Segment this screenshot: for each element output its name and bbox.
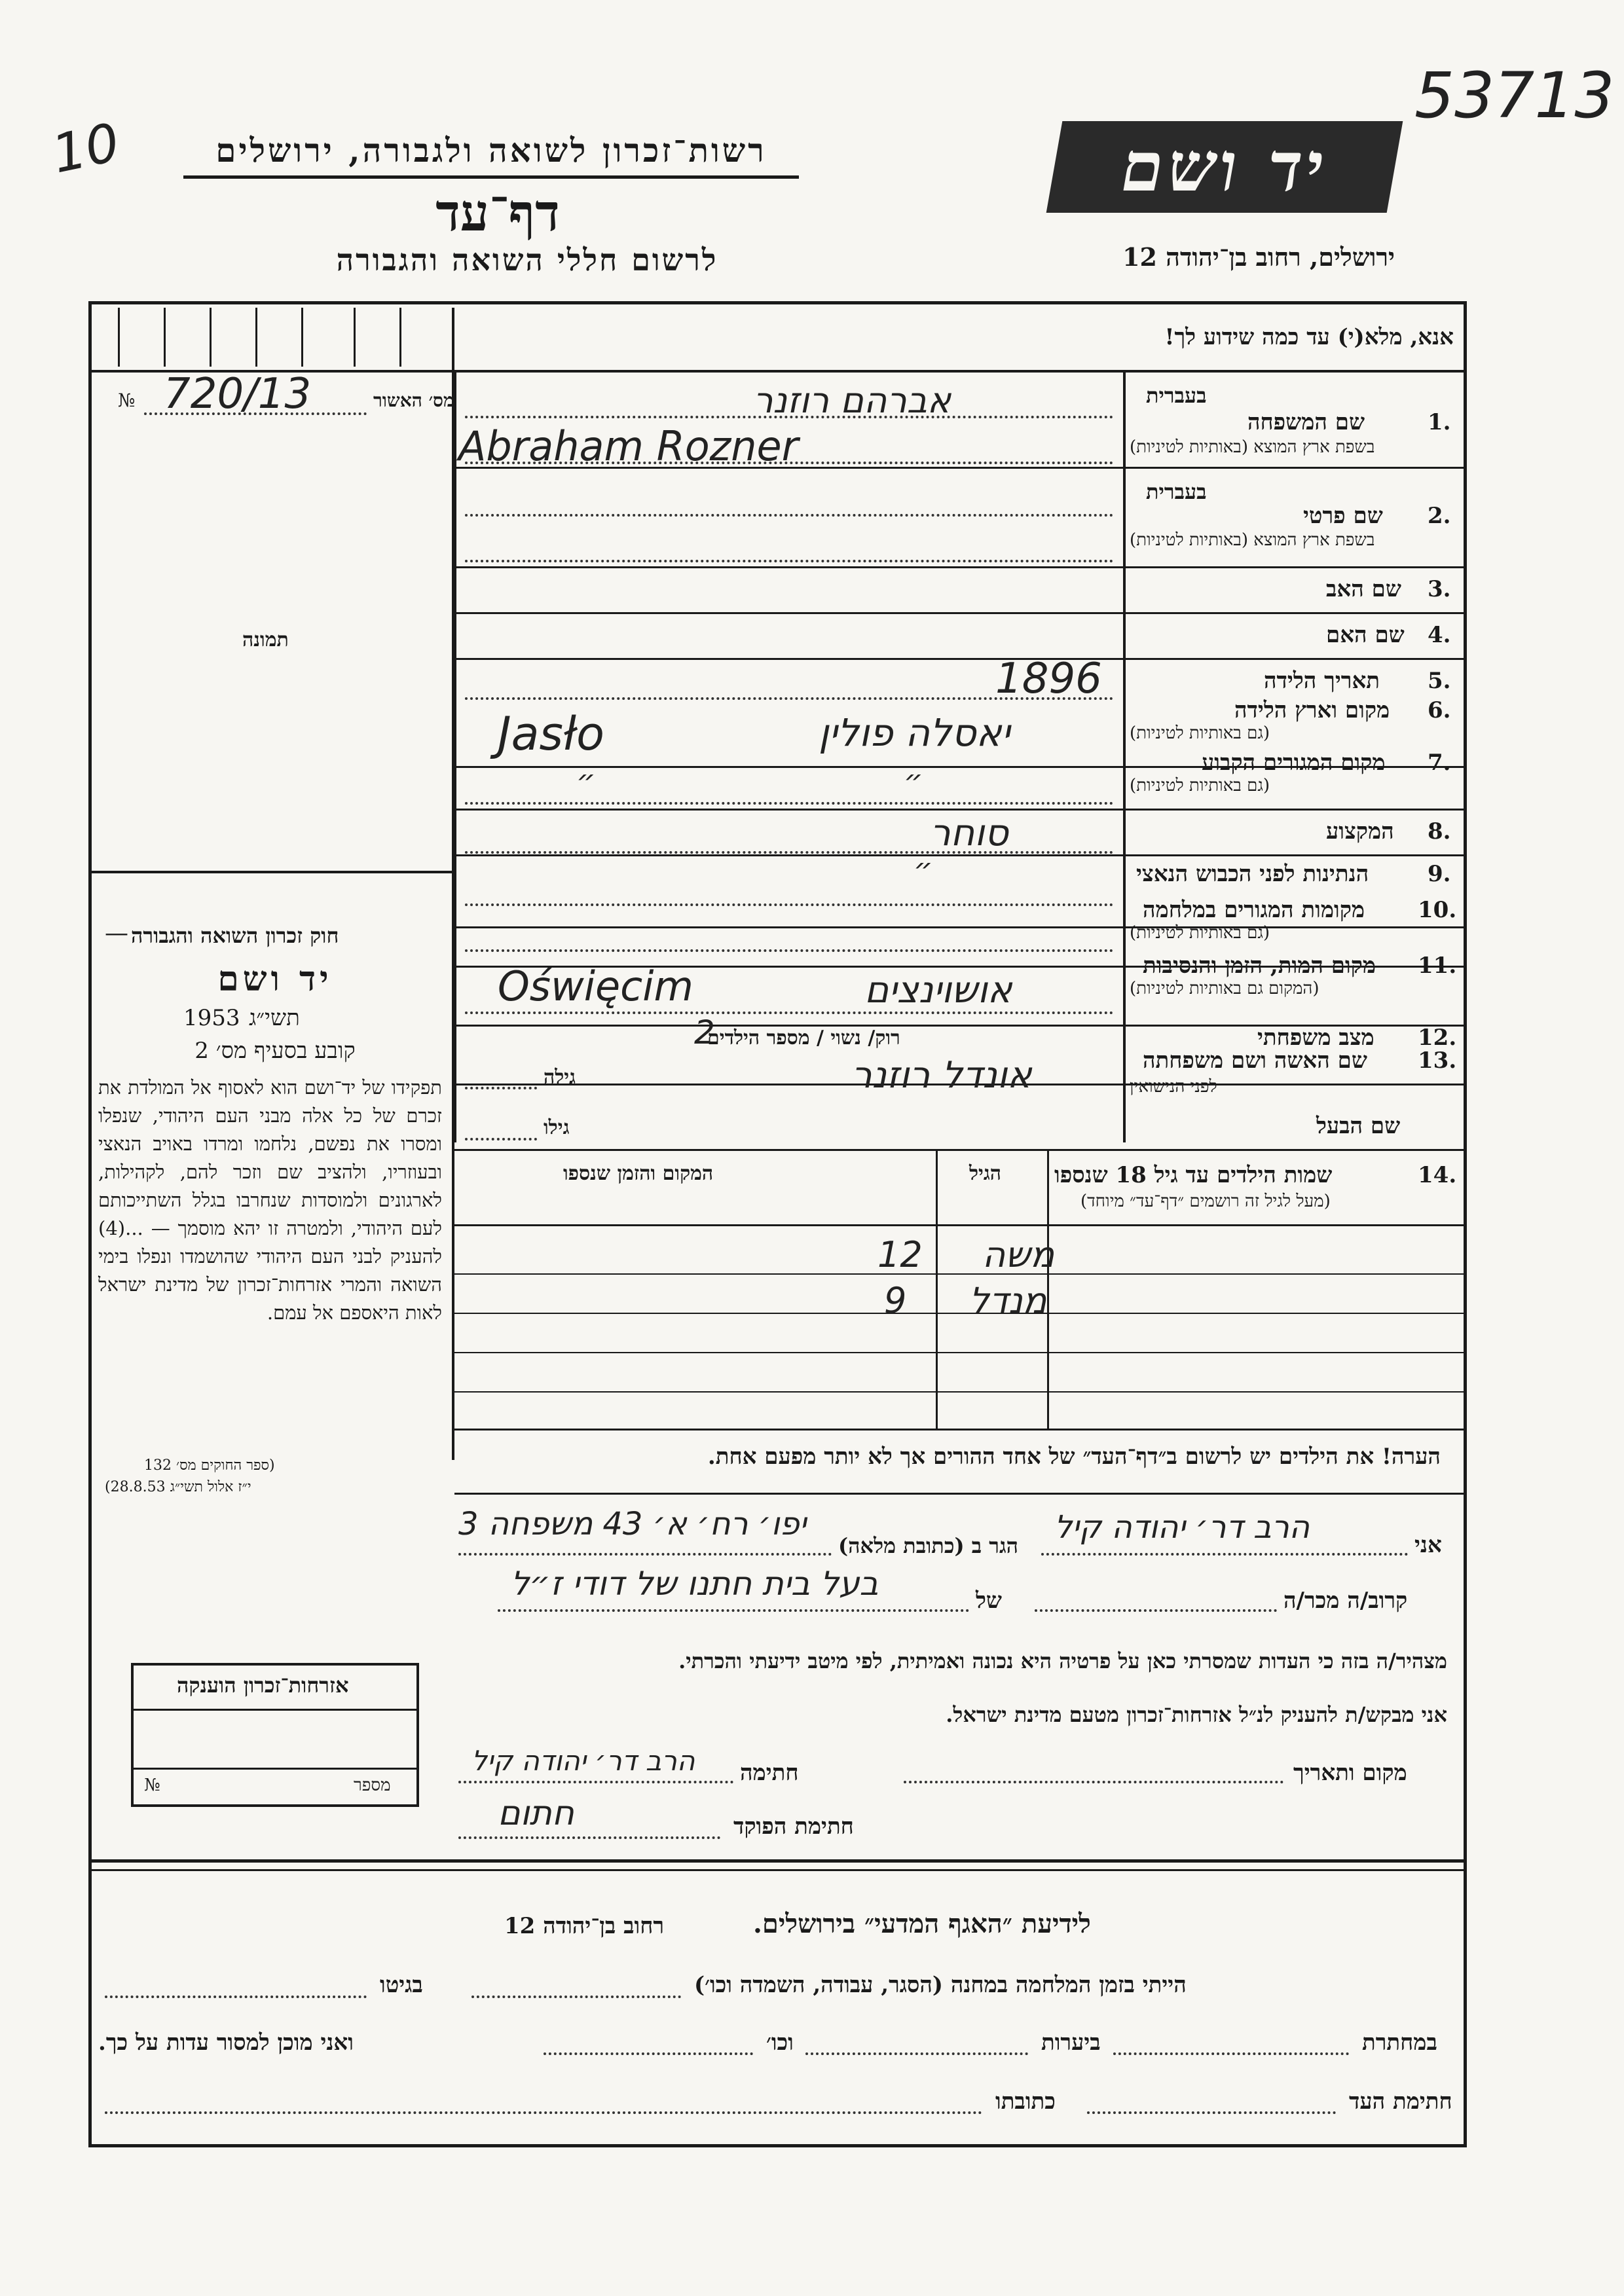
residence-ditto: ״	[904, 763, 923, 798]
field-label: מקומות המגורים במלחמה	[1143, 897, 1365, 923]
stub-line	[210, 308, 212, 367]
law-body: תפקידו של יד־ושם הוא לאסוף אל המולדת את זכרם של כל אלה מבני העם היהודי, שנפלו ומסרו את נפשם, נלחמו ומרדו באויב הנאצי ובעוזריו, ולהציב שם וזכר להם, לקהילות, לארגונים ולמוסדות שנחרבו בגלל השתייכותם לעם היהודי, ולמטרה זו יהא מוסמך — ...(4) להעניק לבני העם היהודי שהושמדו ונפלו בימי השואה והמרי אזרחות־זכרון של מדינת ישראל לאות היאספם אל עמם.	[98, 1076, 442, 1324]
field-sublabel: (גם באותיות לטיניות)	[1130, 723, 1270, 743]
field-sublabel: (גם באותיות לטיניות)	[1130, 776, 1270, 795]
field-dotted-line	[465, 560, 1113, 562]
request-text: אני מבקש/ת להעניק לנ״ל אזרחות־זכרון מטעם מדינת ישראל.	[946, 1702, 1447, 1727]
signature-value: הרב דר׳ יהודה קיל	[471, 1745, 695, 1777]
field-number: 2.	[1428, 503, 1451, 529]
footer-line1: הייתי בזמן המלחמה במחנה (הסגר, עבודה, השמדה וכו׳)	[694, 1972, 1187, 1998]
husband-age-dotted-line	[465, 1138, 537, 1140]
officer-dotted-line	[458, 1836, 720, 1839]
footer-ready-text: ואני מוכן למסור עדות על כך.	[98, 2030, 354, 2056]
corner-mark: 10	[46, 111, 125, 185]
field-label: מקום וארץ הלידה	[1234, 697, 1390, 723]
field-label: הנתינות לפני הכבוש הנאצי	[1136, 861, 1369, 887]
in-hebrew-label: בעברית	[1146, 479, 1207, 504]
footer-address: רחוב בן־יהודה 12	[504, 1913, 665, 1939]
footer-etc-label: וכו׳	[766, 2030, 794, 2056]
child-age: 9	[884, 1280, 907, 1321]
field-number: 7.	[1428, 750, 1451, 776]
law-source: (ספר החוקים מס׳ 132	[144, 1457, 275, 1474]
stub-line	[301, 308, 303, 367]
table-row-line	[454, 1273, 1464, 1275]
citizenship-box-title: אזרחות־זכרון הוענקה	[177, 1673, 349, 1698]
child-name: משה	[982, 1234, 1055, 1275]
stub-line	[354, 308, 356, 367]
death-place-latin: Oświęcim	[498, 962, 693, 1010]
stub-line	[118, 308, 120, 367]
row-separator	[454, 566, 1464, 568]
table-col-divider	[1047, 1149, 1049, 1430]
family-name-hebrew: אברהם רוזנר	[753, 380, 951, 421]
footer-witness-sig-label: חתימת העד	[1349, 2088, 1452, 2115]
children-count-value: 2	[694, 1013, 715, 1051]
officer-signature-value: חתום	[498, 1794, 574, 1833]
footer-underground-label: במחתרת	[1362, 2030, 1437, 2056]
citizenship-number-symbol: №	[144, 1776, 160, 1795]
field-dotted-line	[465, 903, 1113, 906]
instruction-text: אנא, מלא(י) עד כמה שידוע לך!	[1164, 324, 1454, 350]
of-label: של	[976, 1588, 1002, 1614]
residence-ditto-latin: ״	[576, 763, 596, 798]
marital-status-options: רוק/ נשוי / מספר הילדים	[707, 1027, 900, 1049]
footer-top-border-inner	[92, 1869, 1464, 1871]
relation-value: בעל בית חתנו של דודי ז״ל	[511, 1565, 879, 1603]
children-col-place: המקום והזמן שנספו	[563, 1162, 714, 1185]
row-separator	[454, 809, 1464, 811]
field-number: 1.	[1428, 409, 1451, 435]
field-number: 3.	[1428, 576, 1451, 602]
birth-date-value: 1896	[995, 655, 1102, 703]
form-subtitle: לרשום חללי השואה והגבורה	[336, 242, 718, 278]
officer-label: חתימת הפוקד	[733, 1813, 854, 1840]
field-label: שם פרטי	[1303, 503, 1383, 529]
photo-label: תמונה	[242, 629, 289, 651]
law-source-date: י״ז אלול תשי״ג 28.8.53)	[105, 1479, 251, 1495]
field-label: מקום המגורים הקבוע	[1202, 750, 1386, 776]
field-number: 10.	[1418, 897, 1457, 923]
declarant-name-value: הרב דר׳ יהודה קיל	[1054, 1509, 1310, 1546]
footer-ghetto-label: בגיטו	[380, 1972, 423, 1998]
field-dotted-line	[465, 514, 1113, 517]
law-clause: קובע בסעיף מס׳ 2	[194, 1038, 356, 1064]
children-col-age: הגיל	[969, 1162, 1002, 1185]
birth-place-latin: Jasło	[498, 707, 604, 761]
field-label: מצב משפחתי	[1257, 1025, 1375, 1051]
field-number: 5.	[1428, 668, 1451, 694]
footer-dotted-line	[105, 1995, 367, 1998]
table-header-bottom	[454, 1224, 1464, 1226]
wife-age-label: גילה	[544, 1066, 576, 1089]
field-number: 6.	[1428, 697, 1451, 723]
profession-value: סוחר	[930, 812, 1008, 854]
footer-top-border	[92, 1859, 1464, 1863]
field-number: 4.	[1428, 622, 1451, 648]
stub-line	[399, 308, 401, 367]
row-separator	[454, 658, 1464, 660]
declaration-text: מצהיר/ה בזה כי העדות שמסרתי כאן על פרטיה היא נכונה ואמיתית, לפי מיטב ידיעתי והכרתי.	[678, 1649, 1447, 1673]
yad-vashem-logo: יד ושם	[1046, 121, 1403, 213]
field-dotted-line	[465, 802, 1113, 805]
form-title: דף־עד	[435, 183, 560, 243]
relation-dotted-line	[1035, 1609, 1277, 1612]
approval-no-symbol: №	[118, 390, 136, 411]
stub-line	[164, 308, 166, 367]
approval-number-value: 720/13	[164, 370, 312, 418]
footer-dotted-line	[105, 2111, 982, 2114]
field-number: 12.	[1418, 1025, 1457, 1051]
row-separator	[454, 854, 1464, 856]
footer-forests-label: ביערות	[1041, 2030, 1101, 2056]
serial-number: 53713	[1414, 59, 1615, 132]
field-label-husband: שם הבעל	[1316, 1113, 1401, 1139]
footer-title: לידיעת ״האגף המדעי״ בירושלים.	[753, 1908, 1091, 1939]
children-title: שמות הילדים עד גיל 18 שנספו	[1054, 1162, 1333, 1188]
of-dotted-line	[498, 1609, 969, 1612]
table-col-divider	[936, 1149, 938, 1430]
field-label: שם האשה ושם משפחתה	[1143, 1048, 1367, 1074]
birth-place-hebrew: יאסלה פולין	[819, 710, 1010, 755]
child-age: 12	[877, 1234, 923, 1275]
place-date-dotted-line	[904, 1781, 1283, 1783]
table-row-line	[454, 1313, 1464, 1314]
field-label: תאריך הלידה	[1264, 668, 1380, 694]
law-yadvashem-name: יד ושם	[217, 959, 333, 999]
field-sublabel: לפני הנישואין	[1130, 1077, 1217, 1097]
footer-dotted-line	[1087, 2111, 1336, 2114]
authority-name: רשות־זכרון לשואה ולגבורה, ירושלים	[215, 131, 767, 170]
resides-label: הגר ב (כתובת מלאה)	[838, 1533, 1018, 1558]
field-sublabel: בשפת ארץ המוצא (באותיות לטיניות)	[1130, 437, 1375, 457]
declarant-dotted-line	[1041, 1553, 1408, 1556]
death-place-hebrew: אושוינצים	[864, 969, 1012, 1011]
stub-line	[255, 308, 257, 367]
photo-box-bottom	[92, 871, 453, 873]
footer-dotted-line	[805, 2052, 1028, 2055]
field-sublabel: בשפת ארץ המוצא (באותיות לטיניות)	[1130, 530, 1375, 550]
citizenship-box-divider	[131, 1709, 419, 1711]
husband-age-label: גילו	[544, 1116, 570, 1139]
table-bottom	[454, 1429, 1464, 1430]
field-sublabel: (המקום גם באותיות לטיניות)	[1130, 979, 1320, 998]
signature-dotted-line	[458, 1781, 733, 1783]
approval-dotted-line	[144, 412, 367, 415]
in-hebrew-label: בעברית	[1146, 383, 1207, 408]
table-top	[454, 1149, 1464, 1151]
field-label: שם האם	[1326, 622, 1405, 648]
citizenship-number-label: מספר	[354, 1776, 391, 1795]
nationality-ditto: ״	[913, 851, 933, 886]
wife-name-value: אונדל רוזנר	[851, 1054, 1032, 1097]
children-sublabel: (מעל לגיל זה רושמים ״דף־עד״ מיוחד)	[1080, 1192, 1331, 1211]
children-field-number: 14.	[1418, 1162, 1457, 1188]
table-row-line	[454, 1352, 1464, 1353]
field-sublabel: (גם באותיות לטיניות)	[1130, 923, 1270, 943]
law-year: 1953	[183, 1005, 240, 1031]
footer-dotted-line	[471, 1995, 681, 1998]
field-number: 13.	[1418, 1048, 1457, 1074]
law-year-hebrew: תשי״ג	[249, 1005, 300, 1031]
footer-dotted-line	[1113, 2052, 1349, 2055]
footer-dotted-line	[544, 2052, 753, 2055]
field-number: 8.	[1428, 818, 1451, 845]
field-dotted-line	[465, 851, 1113, 854]
children-note: הערה! את הילדים יש לרשום ב״דף־העד״ של אחד ההורים אך לא יותר מפעם אחת.	[707, 1444, 1441, 1470]
relation-label: קרוב/ה מכר/ה	[1283, 1588, 1408, 1614]
field-label: שם המשפחה	[1247, 409, 1365, 435]
field-label: שם האב	[1326, 576, 1401, 602]
row-separator	[454, 926, 1464, 928]
field-label: מקום המות, הזמן והנסיבות	[1143, 953, 1376, 979]
header-address: ירושלים, רחוב בן־יהודה 12	[1122, 242, 1395, 272]
field-number: 11.	[1418, 953, 1457, 979]
footer-address-label: כתובתו	[995, 2088, 1056, 2115]
place-date-label: מקום ותאריך	[1293, 1760, 1407, 1786]
law-title: חוק זכרון השואה והגבורה	[131, 923, 339, 948]
table-row-line	[454, 1391, 1464, 1393]
signature-label: חתימה	[740, 1760, 799, 1786]
row-separator	[454, 612, 1464, 614]
child-name: מנדל	[969, 1280, 1047, 1321]
value-box-left	[454, 370, 456, 1142]
family-name-latin: Abraham Rozner	[458, 422, 799, 470]
authority-underline	[183, 175, 799, 179]
field-number: 9.	[1428, 861, 1451, 887]
approval-number-label: מס׳ האשור	[373, 390, 454, 411]
law-dash: —	[105, 920, 128, 947]
declarant-prefix: אני	[1414, 1532, 1442, 1558]
address-value: יפו׳ רח׳ א׳ 43 משפחה 3	[458, 1506, 807, 1542]
field-dotted-line	[465, 1011, 1113, 1014]
citizenship-box-divider	[131, 1768, 419, 1770]
wife-age-dotted-line	[465, 1087, 537, 1089]
note-bottom-line	[454, 1493, 1464, 1495]
field-dotted-line	[465, 949, 1113, 952]
address-dotted-line	[458, 1553, 832, 1556]
field-label: המקצוע	[1326, 818, 1394, 845]
approval-box	[92, 308, 452, 370]
